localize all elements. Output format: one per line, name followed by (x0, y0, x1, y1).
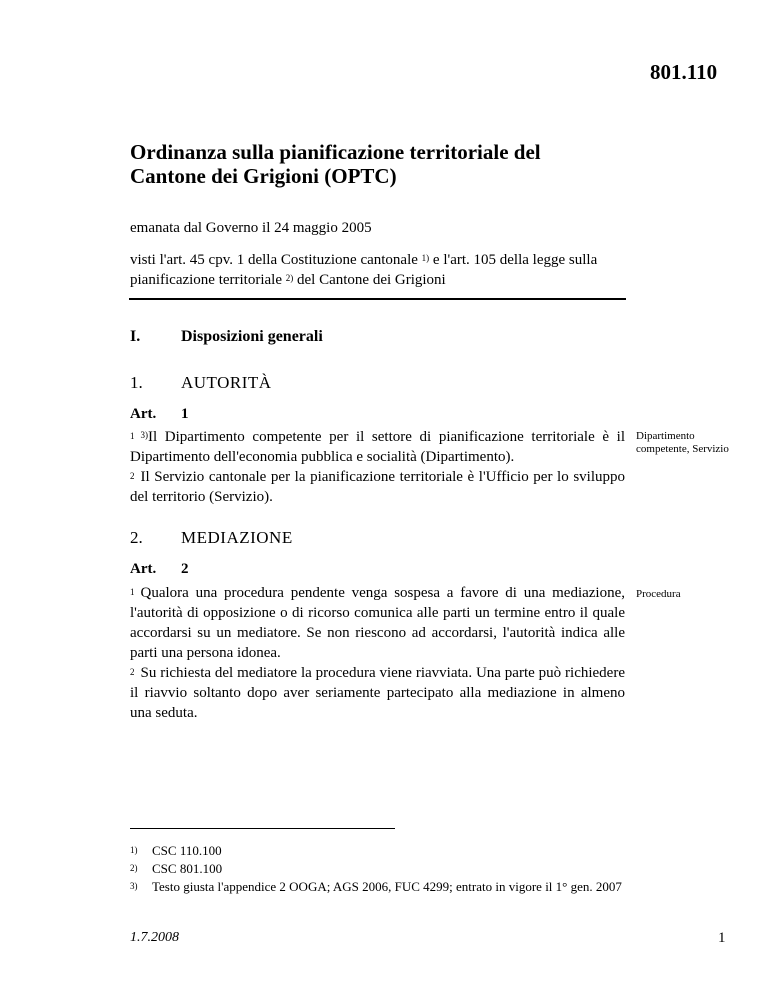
footnote-text: CSC 801.100 (152, 861, 223, 876)
footnote-3 (130, 879, 630, 895)
section-title: Disposizioni generali (181, 328, 323, 345)
paragraph-number: 1 (130, 587, 135, 597)
paragraph-text: Su richiesta del mediatore la procedura viene riavviata. Una parte può richiedere il riavvio soltanto dopo aver seriamente partecipato alla mediazione in almeno una seduta. (130, 665, 625, 721)
article-label-2: Art. (130, 561, 157, 577)
article-1-body (130, 427, 625, 507)
chapter-number-2: 2. (130, 528, 143, 547)
document-number: 801.110 (650, 60, 718, 84)
article-number-1: 1 (181, 406, 189, 422)
paragraph (130, 427, 625, 467)
section-number: I. (130, 328, 141, 345)
footnote-text: Testo giusta l'appendice 2 OOGA; AGS 2006, FUC 4299; entrato in vigore il 1° gen. 2007 (152, 879, 622, 894)
paragraph (130, 663, 625, 723)
footer-date: 1.7.2008 (130, 930, 179, 945)
footnote-divider (130, 828, 395, 829)
paragraph-text: Il Dipartimento competente per il settore di pianificazione territoriale è il Dipartimento dell'economia pubblica e socialità (Dipartimento). (130, 429, 625, 465)
page-number: 1 (718, 930, 726, 946)
document-title (130, 140, 650, 188)
enactment-line: emanata dal Governo il 24 maggio 2005 (130, 220, 372, 236)
chapter-number-1: 1. (130, 373, 143, 392)
paragraph-text: Il Servizio cantonale per la pianificazione territoriale è l'Ufficio per lo sviluppo del territorio (Servizio). (130, 469, 625, 505)
paragraph-number: 2 (130, 667, 135, 677)
preamble-text-2: e l'art. 105 della legge sulla pianificazione territoriale (130, 252, 598, 288)
footnote-1 (130, 843, 630, 859)
paragraph-number: 2 (130, 471, 135, 481)
chapter-title-2: MEDIAZIONE (181, 528, 293, 547)
footnote-2 (130, 861, 630, 877)
preamble-text-1: visti l'art. 45 cpv. 1 della Costituzione cantonale (130, 252, 418, 268)
footnote-ref-2[interactable]: 2) (285, 273, 294, 283)
paragraph-number: 1 (130, 431, 135, 441)
article-number-2: 2 (181, 561, 189, 577)
footnote-mark: 2) (130, 863, 138, 873)
footnote-mark: 1) (130, 845, 138, 855)
paragraph (130, 467, 625, 507)
article-label-1: Art. (130, 406, 157, 422)
title-line-1: Ordinanza sulla pianificazione territoriale del (130, 140, 541, 164)
paragraph (130, 583, 625, 663)
chapter-title-1: AUTORITÀ (181, 373, 272, 392)
footnote-mark: 3) (130, 881, 138, 891)
margin-note-1: Dipartimento competente, Servizio (636, 430, 729, 455)
preamble-text-3: del Cantone dei Grigioni (293, 272, 446, 288)
title-line-2: Cantone dei Grigioni (OPTC) (130, 164, 397, 188)
article-2-body (130, 583, 625, 723)
header-divider (129, 298, 626, 300)
margin-note-2: Procedura (636, 588, 681, 600)
paragraph-text: Qualora una procedura pendente venga sospesa a favore di una mediazione, l'autorità di opposizione o di ricorso comunica alle parti un termine entro il quale accordarsi su un mediatore. Se non riescono ad accordarsi, l'autorità indica alle parti una persona idonea. (130, 585, 625, 661)
footnote-text: CSC 110.100 (152, 843, 222, 858)
preamble (130, 250, 630, 290)
footnote-ref-1[interactable]: 1) (421, 253, 430, 263)
footnote-ref-3[interactable]: 3) (140, 430, 148, 440)
